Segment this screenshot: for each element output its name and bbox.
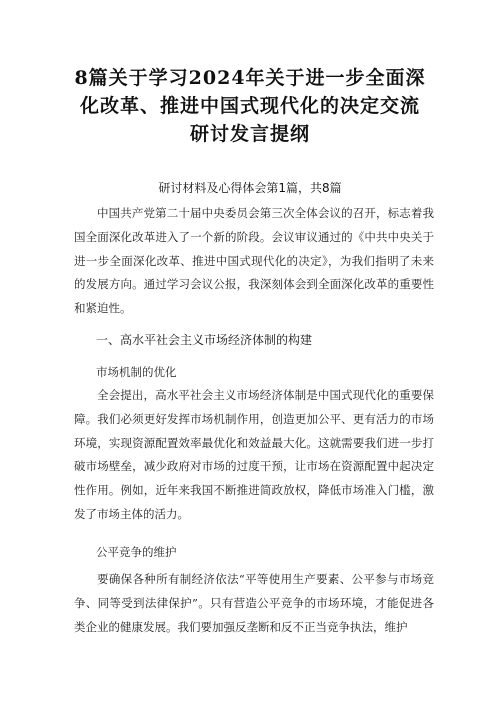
section-heading: 一、高水平社会主义市场经济体制的构建	[96, 333, 313, 347]
intro-paragraph: 中国共产党第二十届中央委员会第三次全体会议的召开，标志着我国全面深化改革进入了一个新的阶段。会议审议通过的《中共中央关于进一步全面深化改革、推进中国式现代化的决定》，为我们指明了未来的发展方向。通过学习会议公报，我深刻体会到全面深化改革的重要性和紧迫性。	[74, 206, 434, 316]
document-title: 8篇关于学习2024年关于进一步全面深化改革、推进中国式现代化的决定交流研讨发言提纲	[74, 67, 426, 145]
subsection-paragraph: 全会提出，高水平社会主义市场经济体制是中国式现代化的重要保障。我们必须更好发挥市场机制作用，创造更加公平、更有活力的市场环境，实现资源配置效率最优化和效益最大化。这就需要我们进一步打破市场壁垒，减少政府对市场的过度干预，让市场在资源配置中起决定性作用。例如，近年来我国不断推进简政放权，降低市场准入门槛，激发了市场主体的活力。	[74, 388, 434, 521]
subsection-heading: 市场机制的优化	[96, 365, 177, 379]
document-subtitle: 研讨材料及心得体会第1篇，共8篇	[158, 181, 342, 195]
subsection-paragraph: 要确保各种所有制经济依法“平等使用生产要素、公平参与市场竞争、同等受到法律保护”。只有营造公平竞争的市场环境，才能促进各类企业的健康发展。我们要加强反垄断和反不正当竞争执法，维护	[74, 572, 434, 634]
subsection-heading: 公平竞争的维护	[96, 545, 177, 559]
